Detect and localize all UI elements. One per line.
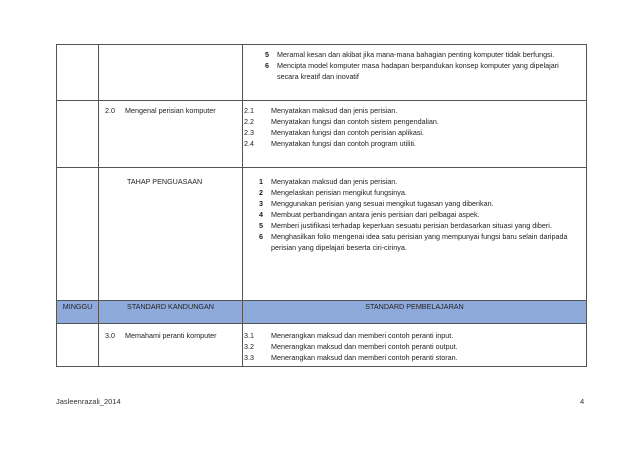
list-item <box>243 231 586 253</box>
item-number: 2.2 <box>244 117 254 126</box>
item-text: Menerangkan maksud dan memberi contoh peranti storan. <box>271 353 458 362</box>
item-text: Mengelaskan perisian mengikut fungsinya. <box>271 188 407 197</box>
standard-pembelajaran-cell <box>243 45 587 101</box>
standard-kandungan-cell <box>99 168 243 301</box>
item-number: 3.3 <box>244 353 254 362</box>
standard-number: 2.0 <box>105 106 115 115</box>
list-item <box>243 198 586 209</box>
item-text: Menerangkan maksud dan memberi contoh peranti output. <box>271 342 458 351</box>
item-text: Menyatakan maksud dan jenis perisian. <box>271 106 398 115</box>
footer-page-number: 4 <box>580 397 585 406</box>
item-number: 5 <box>259 221 263 230</box>
learning-list <box>243 324 586 363</box>
table-row <box>57 45 587 101</box>
standard-pembelajaran-cell <box>243 101 587 168</box>
item-text: Meramal kesan dan akibat jika mana-mana bahagian penting komputer tidak berfungsi. <box>277 50 555 59</box>
minggu-cell <box>57 101 99 168</box>
header-standard-pembelajaran: STANDARD PEMBELAJARAN <box>243 301 587 324</box>
item-number: 6 <box>265 61 269 70</box>
learning-list <box>243 101 586 149</box>
standard-number: 3.0 <box>105 331 115 340</box>
list-item <box>243 116 586 127</box>
list-item <box>243 187 586 198</box>
standard-pembelajaran-cell <box>243 324 587 367</box>
standard-kandungan-cell <box>99 45 243 101</box>
list-item <box>243 352 586 363</box>
item-number: 4 <box>259 210 263 219</box>
item-number: 2.4 <box>244 139 254 148</box>
item-number: 1 <box>259 177 263 186</box>
standard-pembelajaran-cell <box>243 168 587 301</box>
header-standard-kandungan: STANDARD KANDUNGAN <box>99 301 243 324</box>
minggu-cell <box>57 324 99 367</box>
list-item <box>243 330 586 341</box>
item-text: Memberi justifikasi terhadap keperluan sesuatu perisian berdasarkan situasi yang diberi. <box>271 221 552 230</box>
item-number: 5 <box>265 50 269 59</box>
item-text: Menyatakan fungsi dan contoh sistem pengendalian. <box>271 117 439 126</box>
item-number: 2.1 <box>244 106 254 115</box>
list-item <box>243 127 586 138</box>
item-text: Menyatakan maksud dan jenis perisian. <box>271 177 398 186</box>
list-item <box>243 341 586 352</box>
item-number: 2.3 <box>244 128 254 137</box>
table-row <box>57 324 587 367</box>
minggu-cell <box>57 45 99 101</box>
standard-kandungan-cell <box>99 324 243 367</box>
tahap-penguasaan-label: TAHAP PENGUASAAN <box>127 177 203 186</box>
curriculum-table <box>56 44 587 367</box>
header-row <box>57 301 587 324</box>
item-text: Menggunakan perisian yang sesuai mengikut tugasan yang diberikan. <box>271 199 494 208</box>
list-item <box>243 176 586 187</box>
list-item <box>249 60 586 82</box>
item-text: Menerangkan maksud dan memberi contoh peranti input. <box>271 331 454 340</box>
item-text: Menghasilkan folio mengenai idea satu perisian yang mempunyai fungsi baru selain daripada perisian yang dipelajari beserta ciri-cirinya. <box>271 232 568 252</box>
standard-title: Memahami peranti komputer <box>125 331 217 340</box>
footer-author: Jasleenrazali_2014 <box>56 397 121 406</box>
item-number: 3.2 <box>244 342 254 351</box>
standard-title: Mengenal perisian komputer <box>125 106 216 115</box>
item-text: Membuat perbandingan antara jenis perisian dari pelbagai aspek. <box>271 210 480 219</box>
item-number: 6 <box>259 232 263 241</box>
list-item <box>243 220 586 231</box>
item-text: Menyatakan fungsi dan contoh program utiliti. <box>271 139 417 148</box>
header-minggu: MINGGU <box>57 301 99 324</box>
item-number: 2 <box>259 188 263 197</box>
minggu-cell <box>57 168 99 301</box>
table-row <box>57 101 587 168</box>
list-item <box>249 49 586 60</box>
learning-list <box>243 45 586 82</box>
item-number: 3.1 <box>244 331 254 340</box>
item-text: Menyatakan fungsi dan contoh perisian aplikasi. <box>271 128 425 137</box>
table-row <box>57 168 587 301</box>
item-number: 3 <box>259 199 263 208</box>
list-item <box>243 105 586 116</box>
mastery-list <box>243 168 586 253</box>
standard-kandungan-cell <box>99 101 243 168</box>
item-text: Mencipta model komputer masa hadapan berpandukan konsep komputer yang dipelajari secara kreatif dan inovatif <box>277 61 559 81</box>
list-item <box>243 138 586 149</box>
list-item <box>243 209 586 220</box>
